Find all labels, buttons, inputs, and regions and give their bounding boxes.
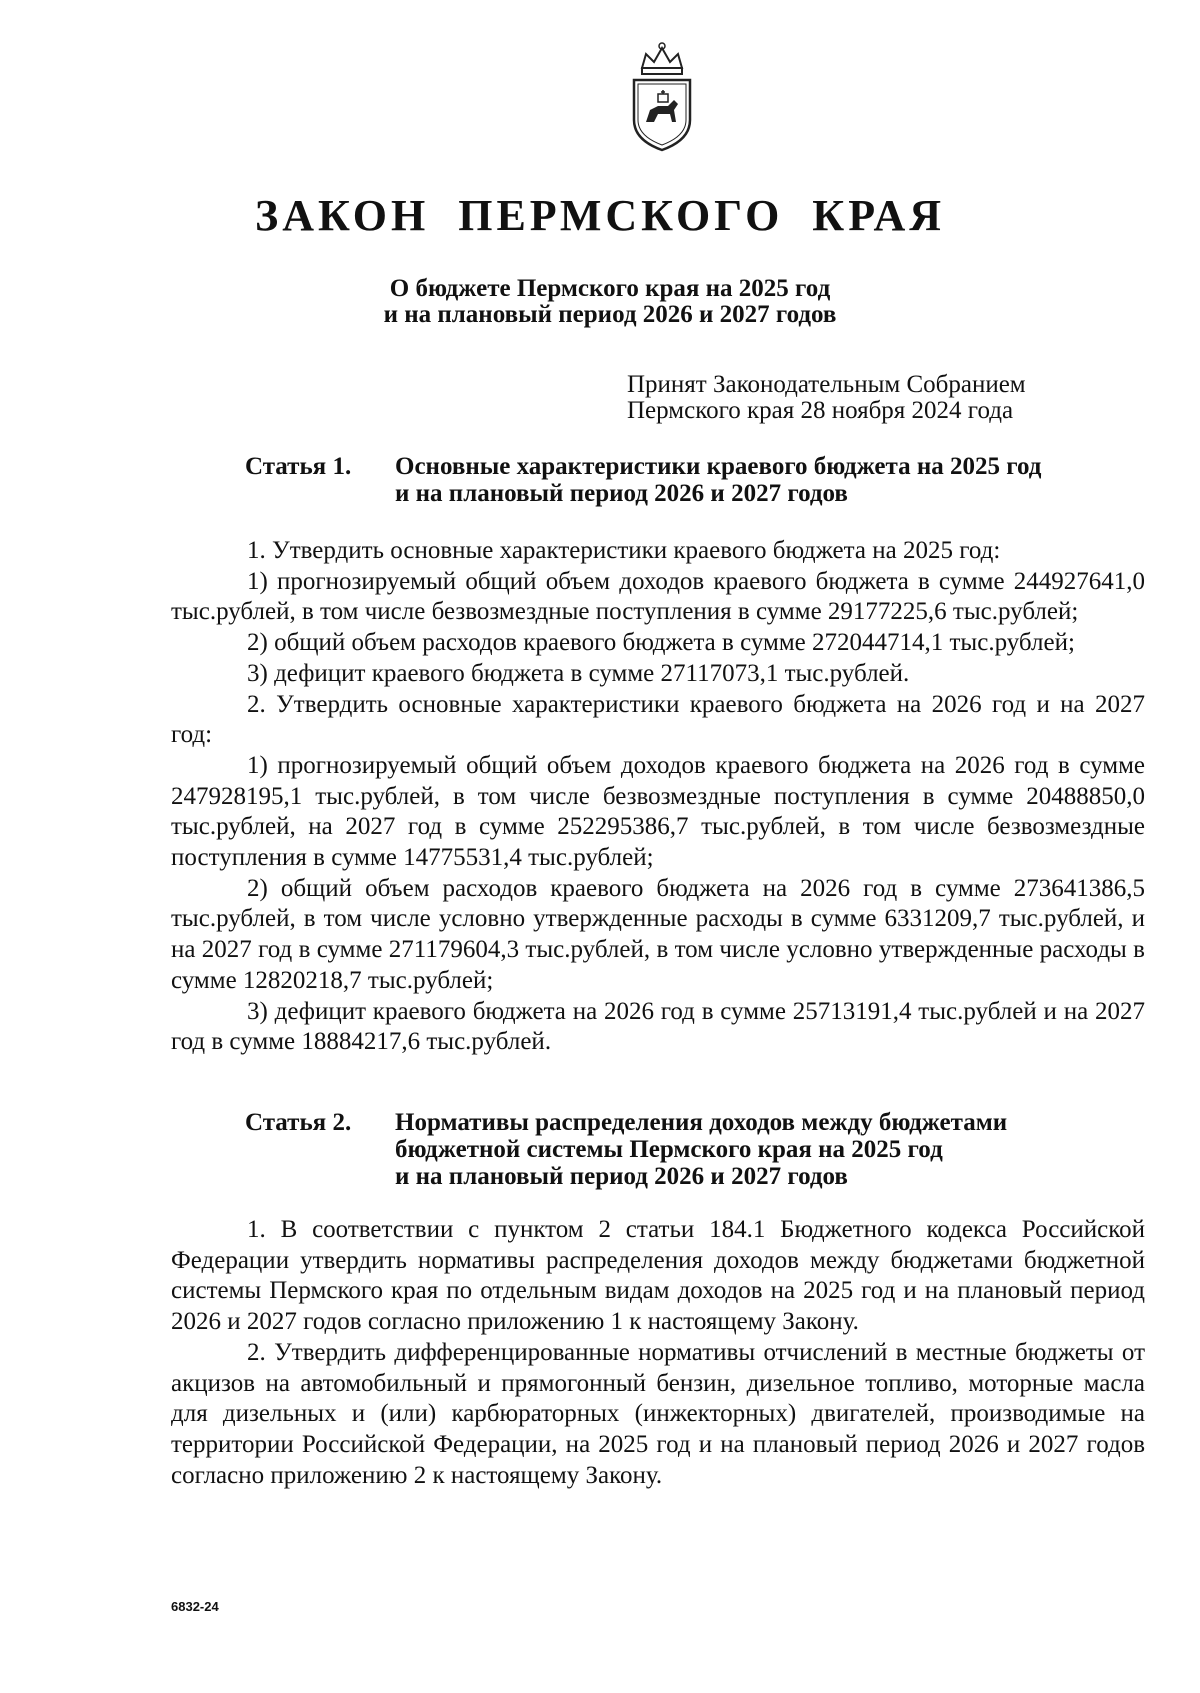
article-number: Статья 1. [245, 453, 352, 480]
paragraph: 1) прогнозируемый общий объем доходов краевого бюджета на 2026 год в сумме 247928195,1 тыс.рублей, в том числе безвозмездные поступления в сумме 20488850,0 тыс.рублей, на 2027 год в сумме 252295386,7 тыс.рублей, в том числе безвозмездные поступления в сумме 14775531,4 тыс.рублей; [171, 751, 1145, 872]
article-title [395, 1109, 1145, 1190]
article-number: Статья 2. [245, 1109, 352, 1136]
article-title-line: Нормативы распределения доходов между бюджетами [395, 1109, 1008, 1136]
article-title-line: бюджетной системы Пермского края на 2025 год [395, 1136, 943, 1163]
article-title-line: и на плановый период 2026 и 2027 годов [395, 480, 848, 507]
article-1-body [171, 536, 1145, 1058]
paragraph: 1. Утвердить основные характеристики краевого бюджета на 2025 год: [247, 537, 1001, 564]
article-2-body [171, 1215, 1145, 1491]
document-code: 6832-24 [171, 1599, 219, 1614]
paragraph: 1. В соответствии с пунктом 2 статьи 184.1 Бюджетного кодекса Российской Федерации утвердить нормативы распределения доходов между бюджетами бюджетной системы Пермского края по отдельным видам доходов на 2025 год и на плановый период 2026 и 2027 годов согласно приложению 1 к настоящему Закону. [171, 1216, 1145, 1336]
perm-krai-coat-of-arms-icon [628, 40, 696, 152]
paragraph: 3) дефицит краевого бюджета на 2026 год в сумме 25713191,4 тыс.рублей и на 2027 год в сумме 18884217,6 тыс.рублей. [171, 997, 1145, 1056]
paragraph: 2) общий объем расходов краевого бюджета в сумме 272044714,1 тыс.рублей; [247, 629, 1075, 657]
adoption-line: Принят Законодательным Собранием [627, 371, 1026, 398]
law-title: ЗАКОН ПЕРМСКОГО КРАЯ [254, 191, 946, 240]
article-2-heading [245, 1109, 1145, 1190]
article-title-line: и на плановый период 2026 и 2027 годов [395, 1163, 848, 1190]
article-1-heading [245, 453, 1145, 507]
paragraph: 1) прогнозируемый общий объем доходов краевого бюджета в сумме 244927641,0 тыс.рублей, в том числе безвозмездные поступления в сумме 29177225,6 тыс.рублей; [171, 567, 1145, 626]
subtitle-line: О бюджете Пермского края на 2025 год [389, 275, 831, 302]
law-subtitle [0, 276, 1200, 328]
adoption-note [627, 372, 1026, 424]
article-title-line: Основные характеристики краевого бюджета на 2025 год [395, 453, 1042, 480]
paragraph: 2. Утвердить дифференцированные нормативы отчислений в местные бюджеты от акцизов на автомобильный и прямогонный бензин, дизельное топливо, моторные масла для дизельных и (или) карбюраторных (инжекторных) двигателей, производимые на территории Российской Федерации, на 2025 год и на плановый период 2026 и 2027 годов согласно приложению 2 к настоящему Закону. [171, 1338, 1145, 1489]
adoption-line: Пермского края 28 ноября 2024 года [627, 397, 1014, 424]
paragraph: 2. Утвердить основные характеристики краевого бюджета на 2026 год и на 2027 год: [171, 690, 1145, 749]
subtitle-line: и на плановый период 2026 и 2027 годов [383, 301, 837, 328]
article-title [395, 453, 1145, 507]
paragraph: 2) общий объем расходов краевого бюджета на 2026 год в сумме 273641386,5 тыс.рублей, в том числе условно утвержденные расходы в сумме 6331209,7 тыс.рублей, и на 2027 год в сумме 271179604,3 тыс.рублей, в том числе условно утвержденные расходы в сумме 12820218,7 тыс.рублей; [171, 874, 1145, 994]
paragraph: 3) дефицит краевого бюджета в сумме 27117073,1 тыс.рублей. [247, 659, 910, 687]
